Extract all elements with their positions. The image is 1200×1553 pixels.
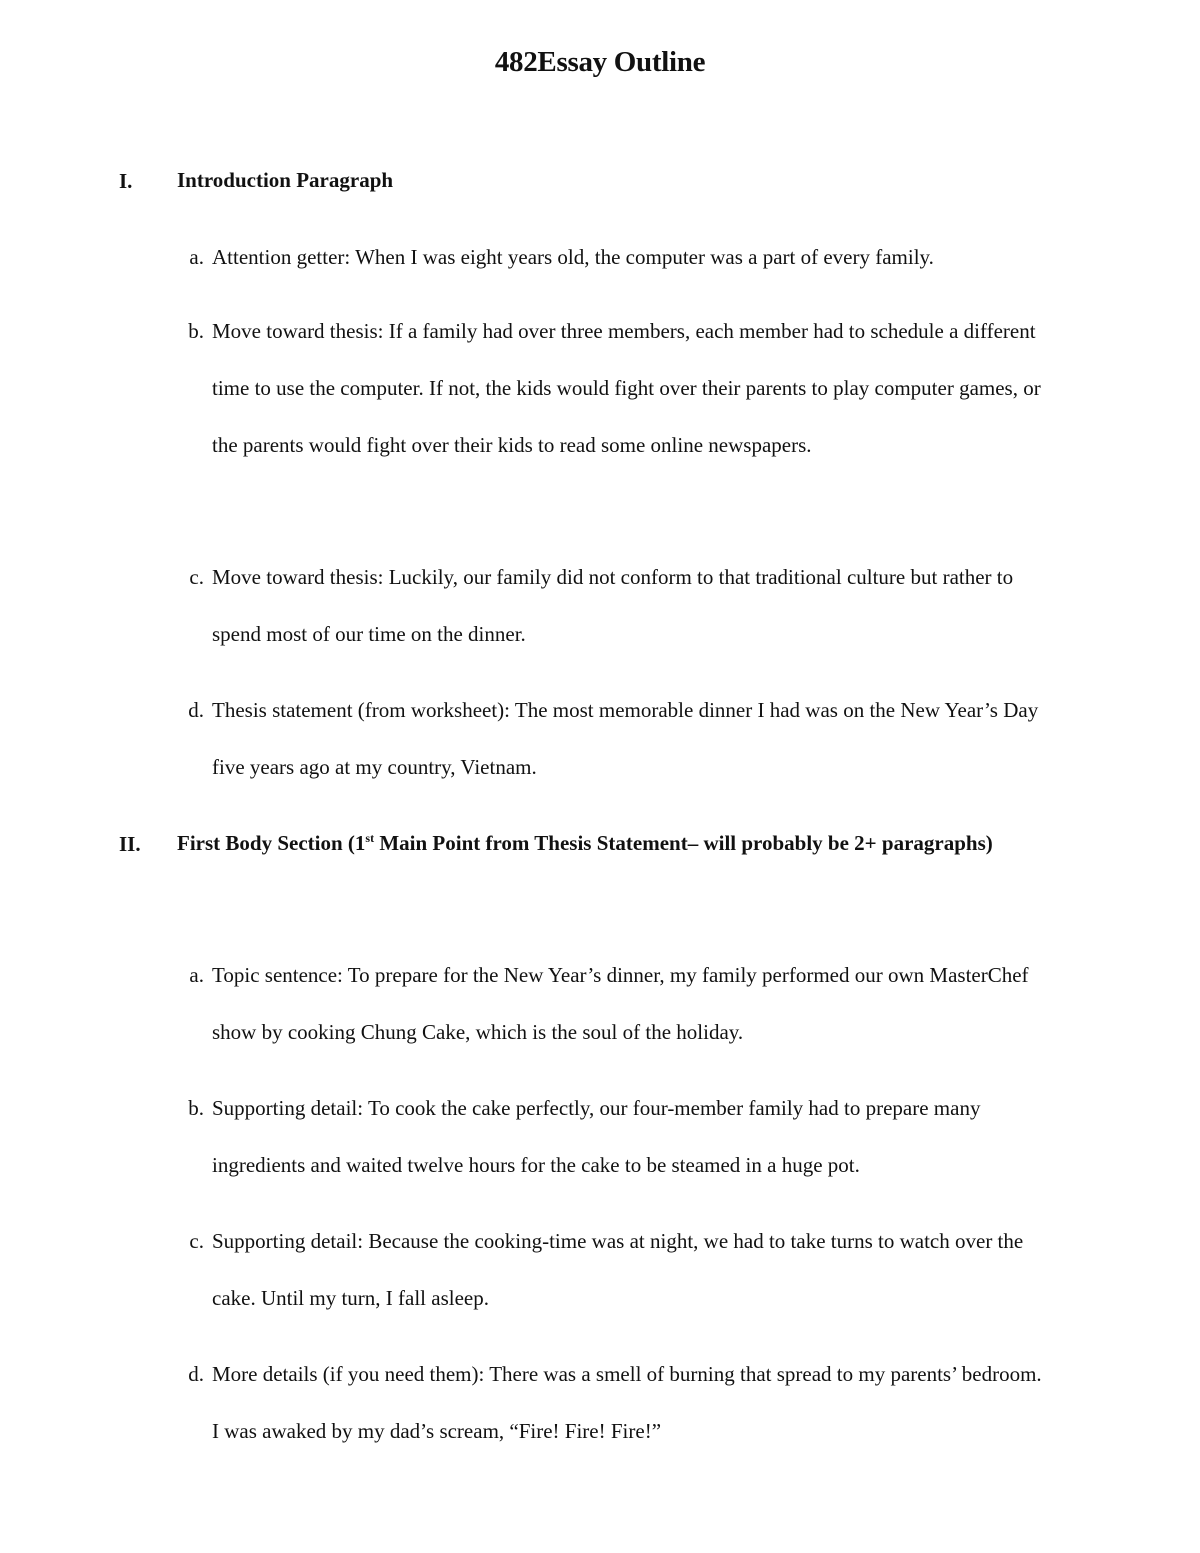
item-label: Supporting detail: bbox=[212, 1096, 364, 1120]
section-1-numeral: I. bbox=[119, 169, 133, 193]
item-body: There was a smell of burning that spread to my parents’ bedroom. I was awaked by my dad’s scream, “Fire! Fire! Fire!” bbox=[212, 1362, 1042, 1443]
section-2-item-b-letter: b. bbox=[188, 1096, 204, 1120]
section-2-item-b bbox=[212, 1080, 1052, 1194]
section-2-item-d-letter: d. bbox=[188, 1362, 204, 1386]
section-1-item-b-letter: b. bbox=[188, 319, 204, 343]
section-1-item-b bbox=[212, 303, 1052, 474]
item-body: Because the cooking-time was at night, we had to take turns to watch over the cake. Until my turn, I fall asleep. bbox=[212, 1229, 1024, 1310]
section-1-item-a-letter: a. bbox=[189, 245, 204, 269]
item-body: The most memorable dinner I had was on the New Year’s Day five years ago at my country, Vietnam. bbox=[212, 698, 1039, 779]
section-1-item-c bbox=[212, 549, 1052, 663]
item-label: More details (if you need them): bbox=[212, 1362, 485, 1386]
item-body: Luckily, our family did not conform to that traditional culture but rather to spend most of our time on the dinner. bbox=[212, 565, 1014, 646]
item-body: To cook the cake perfectly, our four-member family had to prepare many ingredients and waited twelve hours for the cake to be steamed in a huge pot. bbox=[212, 1096, 981, 1177]
section-2-title-start: First Body Section (1 bbox=[177, 831, 366, 855]
section-2-numeral: II. bbox=[119, 832, 141, 856]
item-body: When I was eight years old, the computer was a part of every family. bbox=[355, 245, 934, 269]
section-1-item-c-letter: c. bbox=[189, 565, 204, 589]
section-2-item-a bbox=[212, 947, 1052, 1061]
item-label: Topic sentence: bbox=[212, 963, 343, 987]
document-title: 482Essay Outline bbox=[494, 46, 706, 78]
item-label: Thesis statement (from worksheet): bbox=[212, 698, 510, 722]
section-2-title-superscript: st bbox=[365, 831, 375, 845]
section-2-item-c bbox=[212, 1213, 1052, 1327]
section-2-item-c-letter: c. bbox=[189, 1229, 204, 1253]
section-2-item-a-letter: a. bbox=[189, 963, 204, 987]
section-1-item-a bbox=[212, 229, 1052, 286]
item-body: If a family had over three members, each member had to schedule a different time to use the computer. If not, the kids would fight over their parents to play computer games, or the parents would fight over their kids to read some online newspapers. bbox=[212, 319, 1041, 457]
item-label: Attention getter: bbox=[212, 245, 351, 269]
section-2-title bbox=[177, 815, 1057, 872]
section-1-item-d bbox=[212, 682, 1052, 796]
section-2-title-end: Main Point from Thesis Statement– will probably be 2+ paragraphs) bbox=[374, 831, 993, 855]
section-1-title: Introduction Paragraph bbox=[177, 168, 394, 192]
section-1-item-d-letter: d. bbox=[188, 698, 204, 722]
item-label: Supporting detail: bbox=[212, 1229, 364, 1253]
item-body: To prepare for the New Year’s dinner, my family performed our own MasterChef show by cooking Chung Cake, which is the soul of the holiday. bbox=[212, 963, 1029, 1044]
item-label: Move toward thesis: bbox=[212, 319, 384, 343]
section-2-item-d bbox=[212, 1346, 1052, 1460]
item-label: Move toward thesis: bbox=[212, 565, 384, 589]
